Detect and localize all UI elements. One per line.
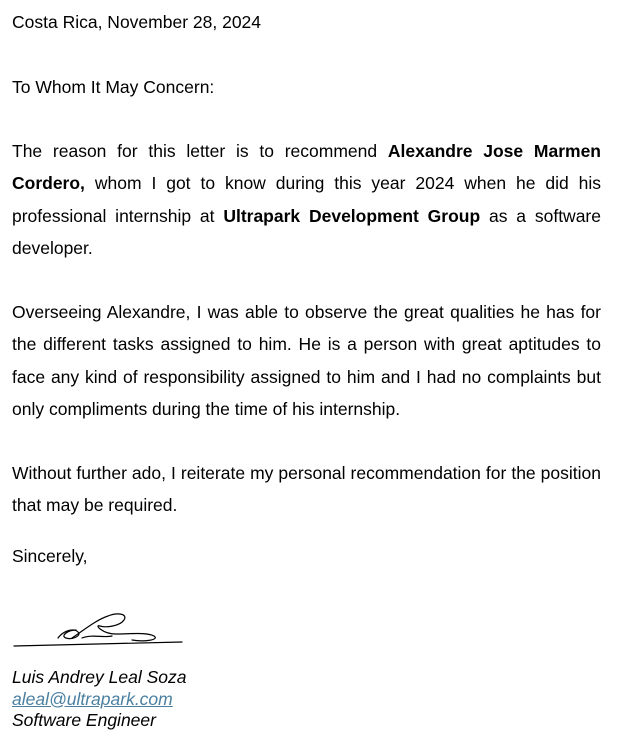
signature-baseline bbox=[14, 642, 182, 646]
signer-title: Software Engineer bbox=[12, 710, 156, 730]
company-name: Ultrapark Development Group bbox=[223, 205, 481, 226]
intro-text: The reason for this letter is to recommend bbox=[12, 141, 388, 161]
paragraph-introduction bbox=[12, 135, 601, 264]
role-text: as a software developer. bbox=[12, 205, 601, 258]
candidate-name: Alexandre Jose Marmen Cordero, bbox=[12, 141, 601, 194]
signature-block bbox=[12, 667, 186, 732]
signature-loop bbox=[58, 630, 79, 639]
date-line: Costa Rica, November 28, 2024 bbox=[12, 12, 262, 32]
internship-text: whom I got to know during this year 2024 when he did his professional internship at bbox=[12, 173, 601, 226]
signature-flourish bbox=[82, 636, 112, 638]
greeting: To Whom It May Concern: bbox=[12, 77, 215, 97]
paragraph-qualities: Overseeing Alexandre, I was able to observe the great qualities he has for the different tasks assigned to him. He is a person with great aptitudes to face any kind of responsibility assigned to him and I had no complaints but only compliments during the time of his internship. bbox=[12, 302, 601, 419]
signer-email-link[interactable]: aleal@ultrapark.com bbox=[12, 688, 173, 709]
closing: Sincerely, bbox=[12, 546, 88, 566]
signer-name: Luis Andrey Leal Soza bbox=[12, 667, 187, 687]
handwritten-signature bbox=[12, 608, 187, 652]
paragraph-recommendation: Without further ado, I reiterate my personal recommendation for the position that may be required. bbox=[12, 463, 601, 516]
